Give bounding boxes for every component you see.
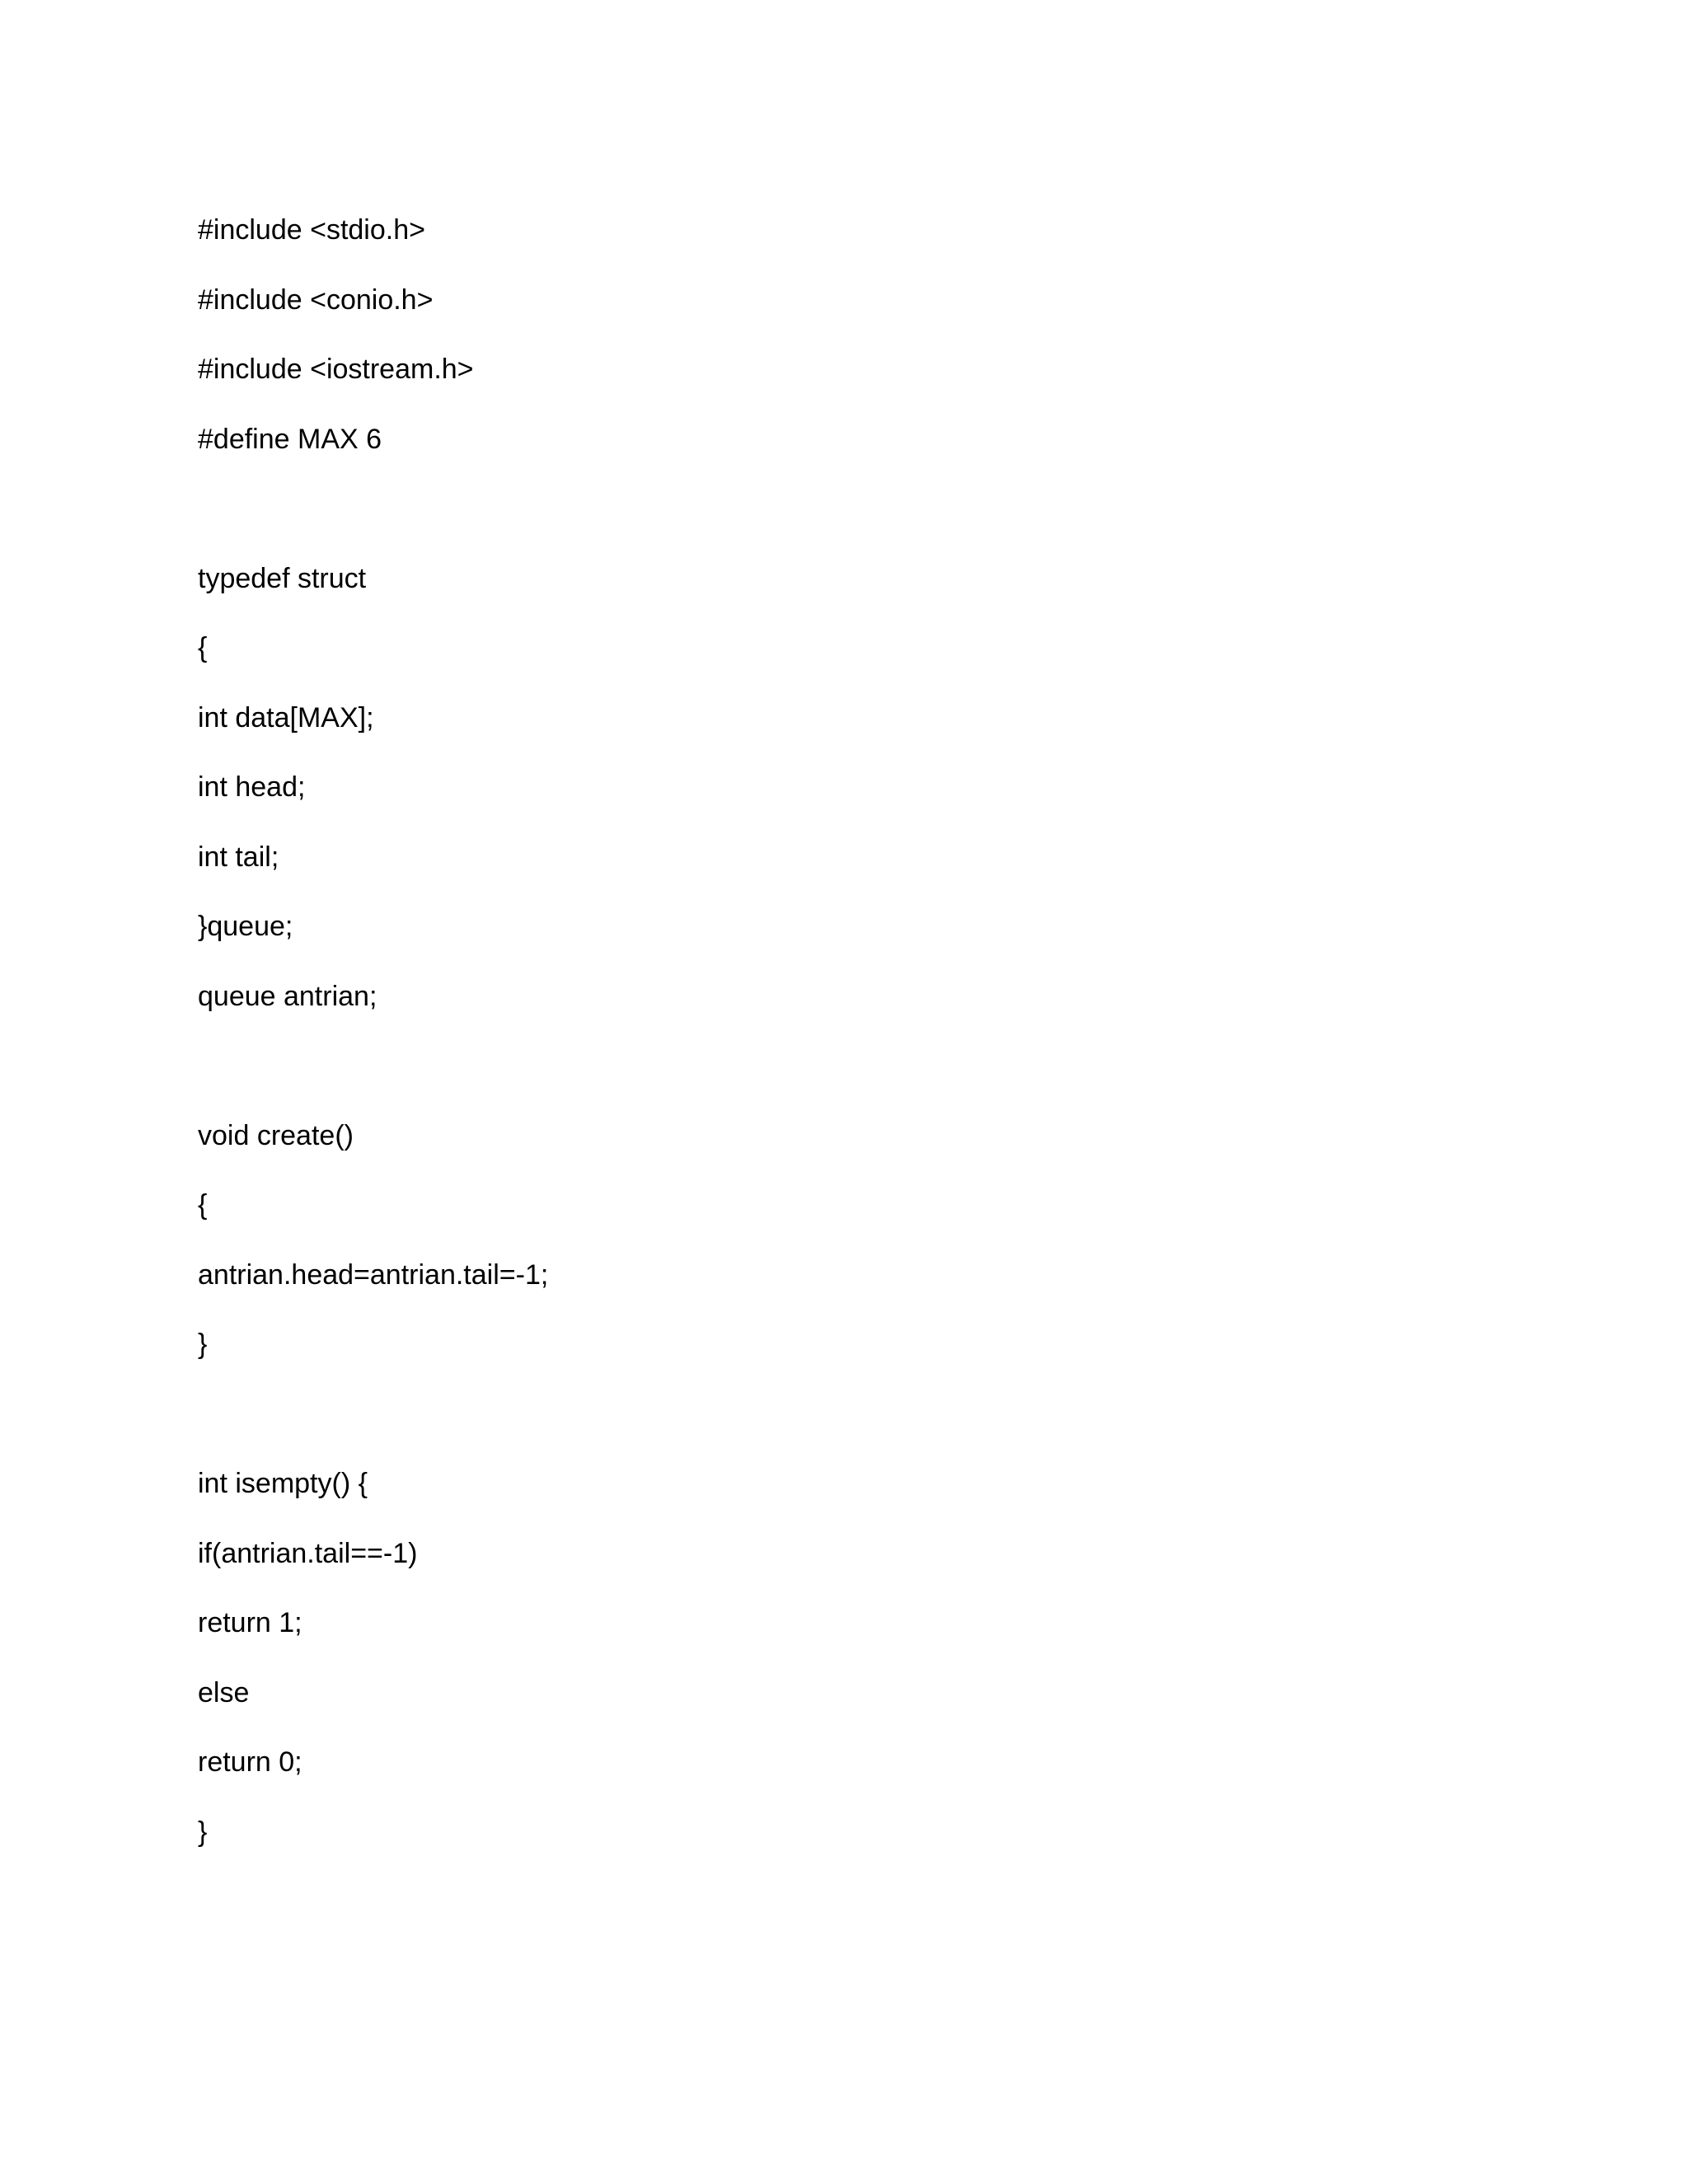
blank-line	[198, 1031, 1517, 1101]
code-line: return 1;	[198, 1607, 302, 1638]
code-line: antrian.head=antrian.tail=-1;	[198, 1258, 549, 1291]
code-listing	[198, 195, 1517, 1867]
code-line: }	[198, 1329, 208, 1360]
blank-line	[198, 474, 1517, 544]
code-line: int data[MAX];	[198, 701, 374, 733]
code-line: return 0;	[198, 1746, 302, 1778]
code-line: queue antrian;	[198, 980, 377, 1012]
code-line: typedef struct	[198, 562, 367, 594]
code-line: #include <stdio.h>	[198, 214, 425, 246]
code-line: int head;	[198, 771, 306, 803]
code-line: void create()	[198, 1119, 354, 1151]
code-line: #define MAX 6	[198, 423, 382, 455]
code-line: {	[198, 632, 208, 663]
blank-line	[198, 1380, 1517, 1450]
code-line: int tail;	[198, 841, 279, 873]
code-line: int isempty() {	[198, 1468, 368, 1499]
code-line: {	[198, 1189, 208, 1221]
code-line: }	[198, 1816, 208, 1848]
code-line: else	[198, 1676, 250, 1708]
code-line: }queue;	[198, 911, 293, 942]
code-line: #include <iostream.h>	[198, 354, 474, 385]
code-line: if(antrian.tail==-1)	[198, 1537, 418, 1569]
code-line: #include <conio.h>	[198, 284, 434, 316]
